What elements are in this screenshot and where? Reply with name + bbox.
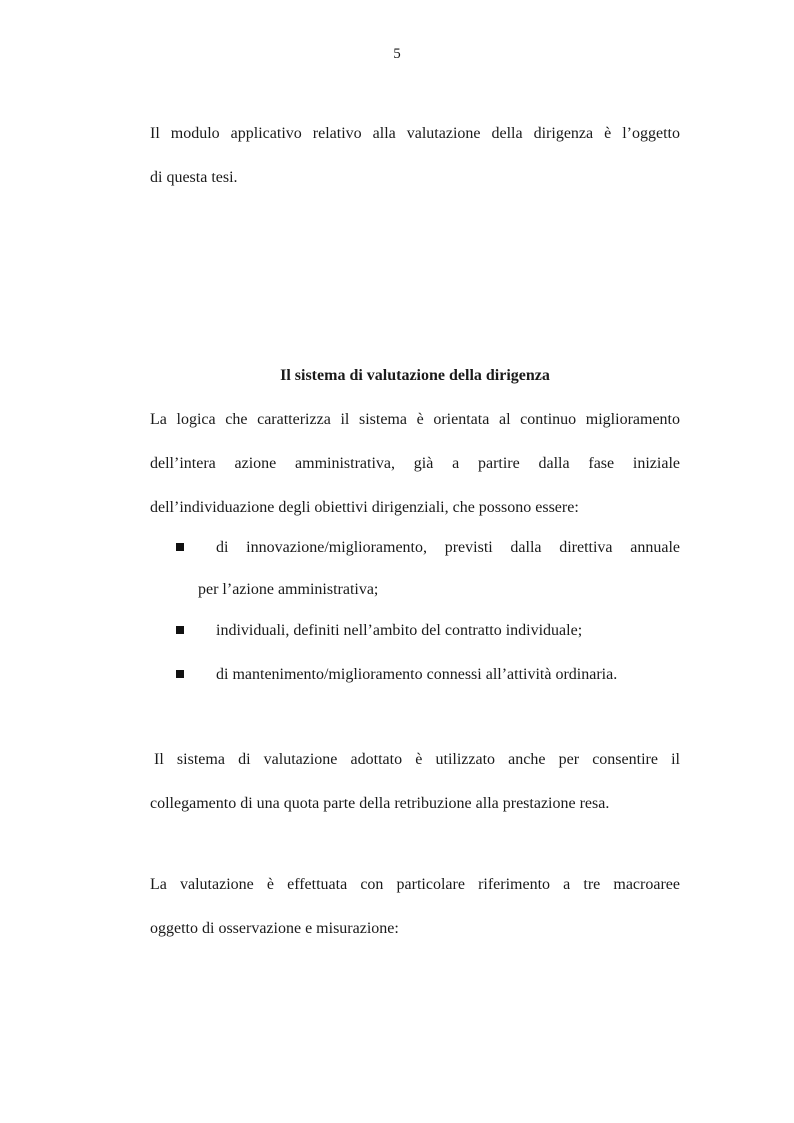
intro-line-1: Il modulo applicativo relativo alla valutazione della dirigenza è l’oggetto [150,125,680,142]
bullet-3-text: di mantenimento/miglioramento connessi all’attività ordinaria. [216,666,618,683]
intro-line-2: di questa tesi. [150,169,238,186]
bullet-square-icon [176,543,184,551]
bullet-1-line-2: per l’azione amministrativa; [198,581,379,598]
para1-line-2: dell’intera azione amministrativa, già a partire dalla fase iniziale [150,455,680,472]
para2-line-2: collegamento di una quota parte della retribuzione alla prestazione resa. [150,795,610,812]
para1-line-3: dell’individuazione degli obiettivi dirigenziali, che possono essere: [150,499,579,516]
bullet-1-line-1: di innovazione/miglioramento, previsti dalla direttiva annuale [216,539,680,556]
para3-line-2: oggetto di osservazione e misurazione: [150,920,399,937]
section-title: Il sistema di valutazione della dirigenza [280,367,550,384]
para1-line-1: La logica che caratterizza il sistema è orientata al continuo miglioramento [150,411,680,428]
bullet-square-icon [176,670,184,678]
bullet-square-icon [176,626,184,634]
page-number: 5 [393,46,401,62]
para3-line-1: La valutazione è effettuata con particolare riferimento a tre macroaree [150,876,680,893]
para2-line-1: Il sistema di valutazione adottato è utilizzato anche per consentire il [154,751,680,768]
bullet-2-text: individuali, definiti nell’ambito del contratto individuale; [216,622,583,639]
